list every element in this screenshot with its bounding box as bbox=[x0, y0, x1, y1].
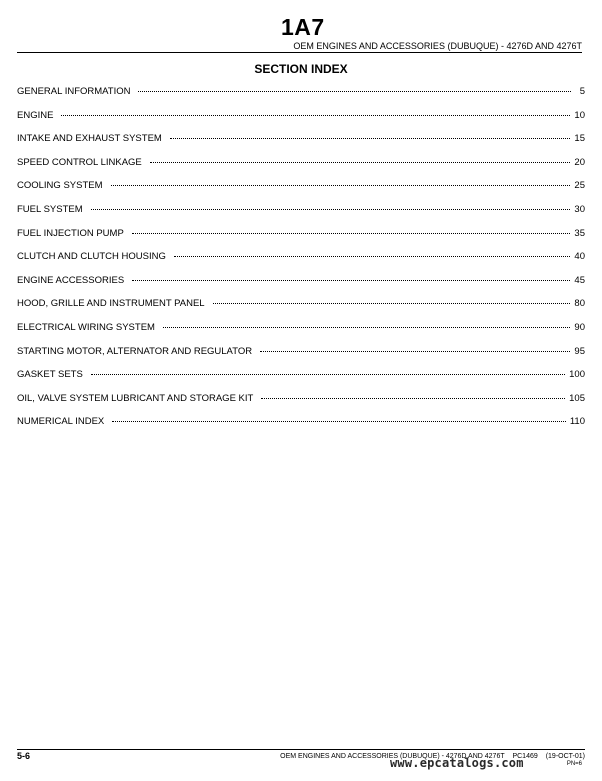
toc-label: COOLING SYSTEM bbox=[17, 180, 103, 192]
toc-leader-dots bbox=[132, 233, 571, 234]
toc-leader-dots bbox=[213, 303, 571, 304]
toc-entry-speed-control[interactable] bbox=[17, 157, 585, 181]
toc-page-number: 25 bbox=[574, 180, 585, 192]
toc-leader-dots bbox=[150, 162, 571, 163]
toc-entry-electrical-wiring[interactable] bbox=[17, 322, 585, 346]
toc-entry-fuel-injection-pump[interactable] bbox=[17, 228, 585, 252]
toc-entry-hood-grille-panel[interactable] bbox=[17, 298, 585, 322]
toc-page-number: 10 bbox=[574, 109, 585, 121]
header-subtitle: OEM ENGINES AND ACCESSORIES (DUBUQUE) - 4276D AND 4276T bbox=[293, 41, 582, 51]
toc-leader-dots bbox=[138, 91, 571, 92]
toc-page-number: 15 bbox=[574, 133, 585, 145]
toc-page-number: 35 bbox=[574, 227, 585, 239]
header-rule bbox=[17, 52, 582, 53]
toc-leader-dots bbox=[174, 256, 571, 257]
toc-entry-oil-valve-storage[interactable] bbox=[17, 393, 585, 417]
toc-label: NUMERICAL INDEX bbox=[17, 416, 105, 428]
toc-entry-general-information[interactable] bbox=[17, 86, 585, 110]
toc-leader-dots bbox=[261, 398, 565, 399]
toc-leader-dots bbox=[260, 351, 570, 352]
toc-page-number: 100 bbox=[569, 369, 585, 381]
toc-entry-gasket-sets[interactable] bbox=[17, 369, 585, 393]
toc-entry-intake-exhaust[interactable] bbox=[17, 133, 585, 157]
section-code-title: 1A7 bbox=[281, 14, 325, 40]
footer-code: PN=6 bbox=[566, 761, 582, 767]
toc-leader-dots bbox=[91, 374, 565, 375]
watermark-text: www.epcatalogs.com bbox=[390, 756, 524, 770]
toc-entry-clutch-housing[interactable] bbox=[17, 251, 585, 275]
toc-entry-cooling-system[interactable] bbox=[17, 180, 585, 204]
toc-label: INTAKE AND EXHAUST SYSTEM bbox=[17, 133, 162, 145]
toc-label: FUEL SYSTEM bbox=[17, 203, 83, 215]
toc-entry-starting-motor[interactable] bbox=[17, 346, 585, 370]
footer-rule bbox=[17, 749, 585, 750]
section-index-heading: SECTION INDEX bbox=[254, 62, 348, 76]
toc-leader-dots bbox=[163, 327, 570, 328]
toc-label: ELECTRICAL WIRING SYSTEM bbox=[17, 321, 155, 333]
toc-leader-dots bbox=[170, 138, 571, 139]
toc-page-number: 105 bbox=[569, 392, 585, 404]
toc-entry-numerical-index[interactable] bbox=[17, 416, 585, 440]
toc-page-number: 45 bbox=[574, 274, 585, 286]
toc-page-number: 80 bbox=[574, 298, 585, 310]
toc-leader-dots bbox=[61, 115, 570, 116]
toc-label: OIL, VALVE SYSTEM LUBRICANT AND STORAGE KIT bbox=[17, 392, 254, 404]
toc-leader-dots bbox=[112, 421, 566, 422]
toc-label: CLUTCH AND CLUTCH HOUSING bbox=[17, 251, 166, 263]
toc-label: GENERAL INFORMATION bbox=[17, 86, 131, 97]
toc-leader-dots bbox=[132, 280, 570, 281]
footer-catalog-number: PC1469 bbox=[512, 753, 538, 760]
footer-page-number: 5-6 bbox=[17, 751, 31, 761]
toc-label: ENGINE ACCESSORIES bbox=[17, 274, 125, 286]
toc-page-number: 110 bbox=[569, 416, 585, 428]
toc-label: HOOD, GRILLE AND INSTRUMENT PANEL bbox=[17, 298, 205, 310]
toc-entry-engine-accessories[interactable] bbox=[17, 275, 585, 299]
toc-page-number: 5 bbox=[579, 86, 585, 97]
toc-leader-dots bbox=[91, 209, 571, 210]
toc-page-number: 20 bbox=[574, 156, 585, 168]
toc-label: STARTING MOTOR, ALTERNATOR AND REGULATOR bbox=[17, 345, 253, 357]
toc-label: ENGINE bbox=[17, 109, 54, 121]
toc-entry-engine[interactable] bbox=[17, 110, 585, 134]
toc-leader-dots bbox=[111, 185, 571, 186]
toc-page-number: 40 bbox=[574, 251, 585, 263]
toc-page-number: 90 bbox=[574, 321, 585, 333]
toc-label: SPEED CONTROL LINKAGE bbox=[17, 156, 142, 168]
toc-page-number: 95 bbox=[574, 345, 585, 357]
toc-entry-fuel-system[interactable] bbox=[17, 204, 585, 228]
toc-label: FUEL INJECTION PUMP bbox=[17, 227, 124, 239]
toc-list bbox=[17, 86, 585, 440]
footer-date: (19-OCT-01) bbox=[545, 753, 585, 760]
toc-label: GASKET SETS bbox=[17, 369, 83, 381]
toc-page-number: 30 bbox=[574, 203, 585, 215]
footer-title: OEM ENGINES AND ACCESSORIES (DUBUQUE) - 4276D AND 4276T bbox=[280, 753, 505, 760]
